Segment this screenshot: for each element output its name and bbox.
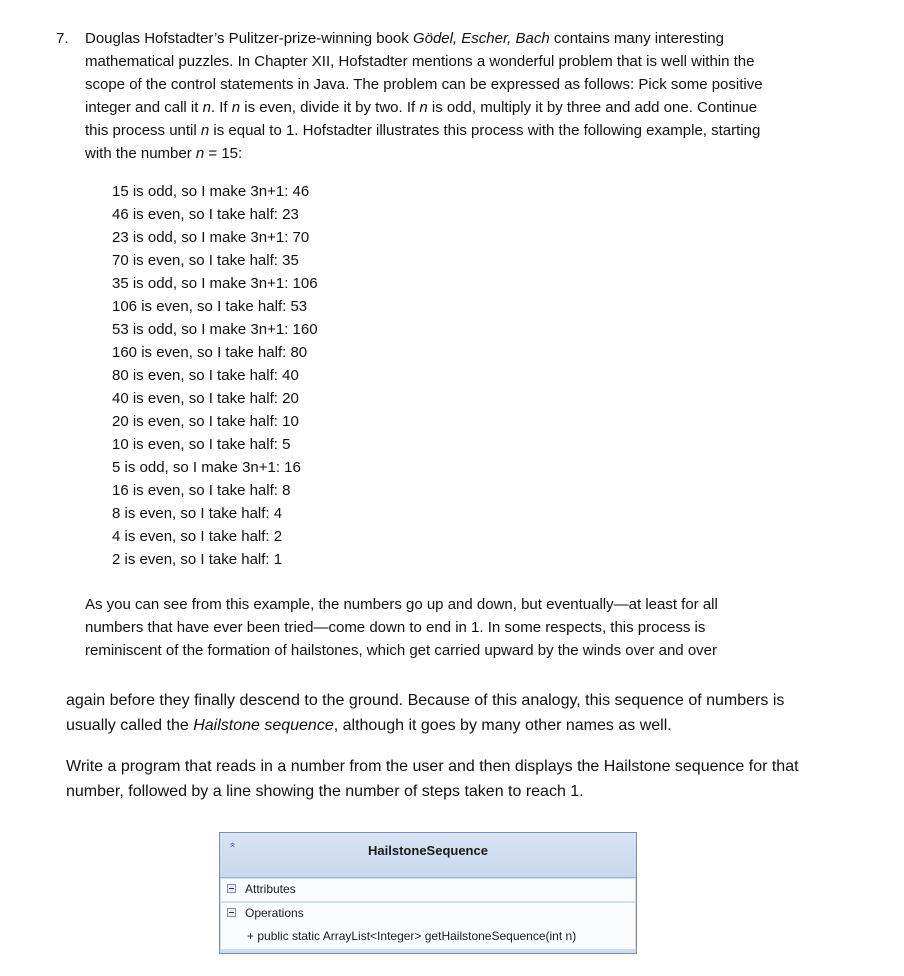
intro-text-1: Douglas Hofstadter’s Pulitzer-prize-winning book <box>85 30 413 47</box>
intro-text-5: is odd, multiply it by three and add one. Continue this process until <box>85 99 758 139</box>
task-paragraph: Write a program that reads in a number from the user and then displays the Hailstone sequence for that number, followed by a line showing the number of steps taken to reach 1. <box>66 758 799 800</box>
intro-text-4: is even, divide it by two. If <box>240 99 420 116</box>
example-step: 80 is even, so I take half: 40 <box>112 367 299 384</box>
continuation-text-2: , although it goes by many other names as well. <box>333 717 672 734</box>
example-step: 15 is odd, so I make 3n+1: 46 <box>112 183 310 200</box>
uml-class-diagram <box>219 832 637 954</box>
operation-item: + public static ArrayList<Integer> getHailstoneSequence(int n) <box>247 929 577 943</box>
book-title: Gödel, Escher, Bach <box>412 30 550 47</box>
example-step: 160 is even, so I take half: 80 <box>112 344 308 361</box>
example-step: 70 is even, so I take half: 35 <box>112 252 299 269</box>
continuation-paragraph <box>66 688 806 738</box>
example-step: 40 is even, so I take half: 20 <box>112 390 299 407</box>
example-steps-list <box>112 180 318 571</box>
intro-text-2: contains many interesting mathematical puzzles. In Chapter XII, Hofstadter mentions a wonderful problem that is well within the scope of the control statements in Java. The problem can be expressed as follows: Pick some positive integer and call it <box>85 30 763 116</box>
example-step: 46 is even, so I take half: 23 <box>112 206 299 223</box>
operations-collapse-icon[interactable] <box>227 908 236 917</box>
example-step: 20 is even, so I take half: 10 <box>112 413 299 430</box>
uml-attributes-section <box>221 879 635 902</box>
collapse-icon[interactable]: « <box>227 842 238 848</box>
var-n: n <box>419 99 428 116</box>
example-step: 5 is odd, so I make 3n+1: 16 <box>112 459 301 476</box>
after-example-paragraph: As you can see from this example, the numbers go up and down, but eventually—at least for all numbers that have ever been tried—come down to end in 1. In some respects, this process is reminiscent of the formation of hailstones, which get carried upward by the winds over and over <box>85 596 718 659</box>
var-n: n <box>202 99 211 116</box>
problem-number: 7. <box>56 30 69 47</box>
example-step: 23 is odd, so I make 3n+1: 70 <box>112 229 310 246</box>
var-n: n <box>231 99 241 116</box>
uml-operations-section <box>221 903 635 949</box>
uml-class-header <box>220 833 636 878</box>
uml-class-name: HailstoneSequence <box>368 843 488 858</box>
continuation-text-1: again before they finally descend to the ground. Because of this analogy, this sequence of numbers is usually called the <box>66 692 785 734</box>
example-step: 35 is odd, so I make 3n+1: 106 <box>112 275 318 292</box>
example-step: 10 is even, so I take half: 5 <box>112 436 291 453</box>
intro-text-6: is equal to 1. Hofstadter illustrates this process with the following example, starting with the number <box>85 122 761 162</box>
example-step: 106 is even, so I take half: 53 <box>112 298 308 315</box>
operations-label: Operations <box>245 906 304 920</box>
intro-text-3: . If <box>210 99 232 116</box>
example-step: 4 is even, so I take half: 2 <box>112 528 283 545</box>
var-n: n <box>195 145 205 162</box>
example-step: 2 is even, so I take half: 1 <box>112 551 283 568</box>
example-step: 8 is even, so I take half: 4 <box>112 505 283 522</box>
attributes-label: Attributes <box>245 882 296 896</box>
intro-text-7: = 15: <box>204 145 243 162</box>
var-n: n <box>200 122 210 139</box>
attributes-collapse-icon[interactable] <box>227 884 236 893</box>
intro-paragraph <box>85 27 765 165</box>
example-step: 16 is even, so I take half: 8 <box>112 482 291 499</box>
hailstone-term: Hailstone sequence <box>193 717 334 734</box>
example-step: 53 is odd, so I make 3n+1: 160 <box>112 321 318 338</box>
